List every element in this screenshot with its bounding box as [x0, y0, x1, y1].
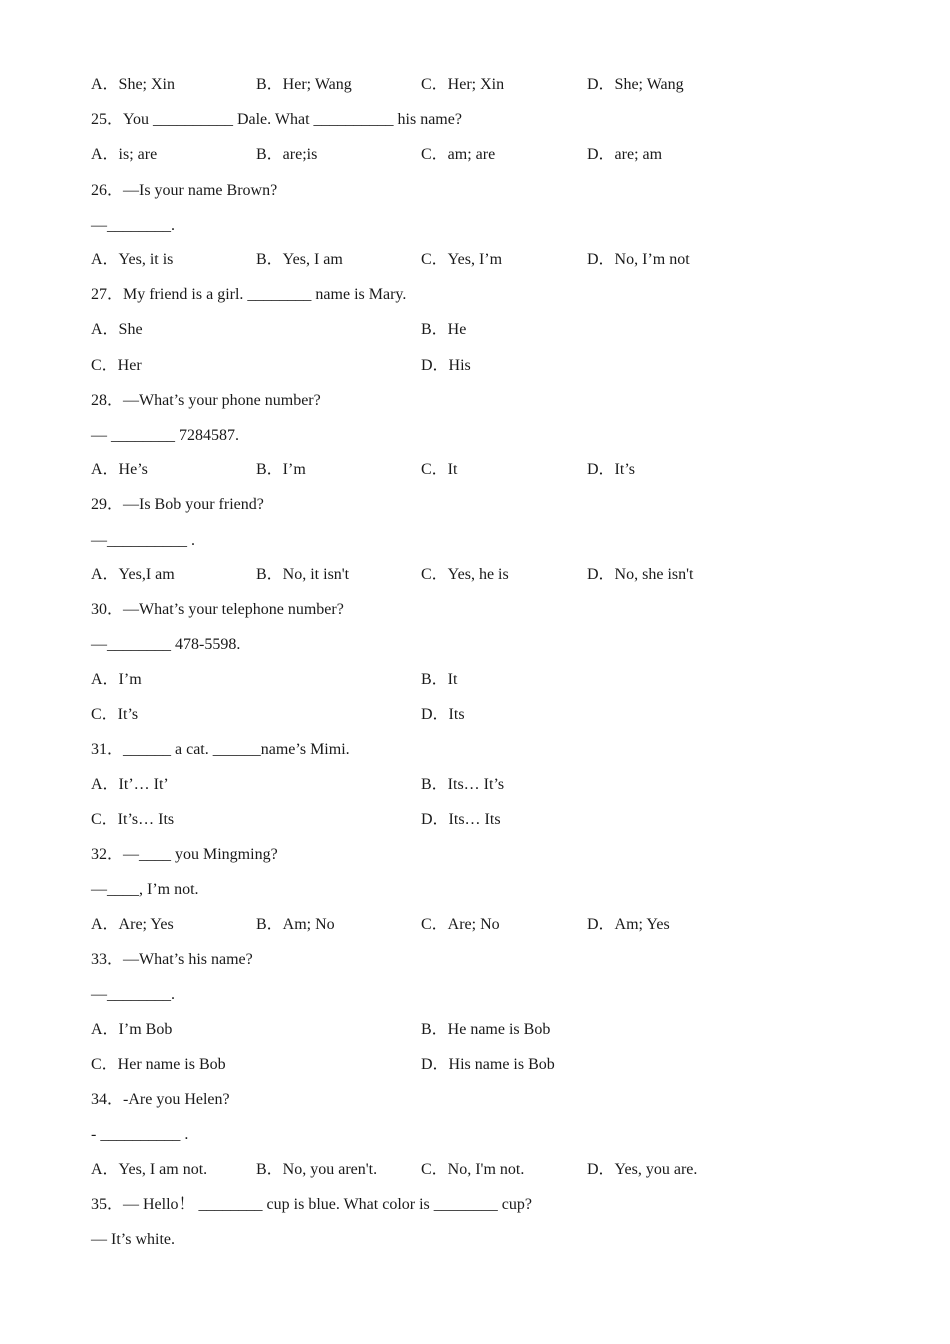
- answer-line: — ________ 7284587.: [91, 427, 239, 444]
- answer-line: - __________ .: [91, 1126, 189, 1143]
- option-b: B．It: [421, 671, 458, 688]
- question-stem: 33．—What’s his name?: [91, 951, 253, 968]
- question-stem: 27．My friend is a girl. ________ name is Mary.: [91, 286, 407, 303]
- answer-line: —________ 478-5598.: [91, 636, 241, 653]
- option-d: D．It’s: [587, 461, 636, 478]
- question-stem: 26．—Is your name Brown?: [91, 182, 278, 199]
- option-a: A．She; Xin: [91, 76, 176, 93]
- option-b: B．Her; Wang: [256, 76, 352, 93]
- option-c: C．Yes, I’m: [421, 251, 503, 268]
- answer-line: —________.: [91, 217, 175, 234]
- option-c: C．It: [421, 461, 458, 478]
- option-a: A．I’m: [91, 671, 142, 688]
- option-c: C．am; are: [421, 146, 496, 163]
- option-d: D．Yes, you are.: [587, 1161, 698, 1178]
- question-stem: 34．-Are you Helen?: [91, 1091, 230, 1108]
- option-d: D．No, she isn't: [587, 566, 694, 583]
- question-stem: 25．You __________ Dale. What __________ his name?: [91, 111, 462, 128]
- option-d: D．His: [421, 357, 471, 374]
- option-c: C．It’s: [91, 706, 139, 723]
- option-d: D．Its… Its: [421, 811, 501, 828]
- question-stem: 28．—What’s your phone number?: [91, 392, 321, 409]
- question-stem: 32．—____ you Mingming?: [91, 846, 278, 863]
- question-stem: 30．—What’s your telephone number?: [91, 601, 344, 618]
- option-d: D．Its: [421, 706, 465, 723]
- option-b: B．He: [421, 321, 467, 338]
- option-a: A．He’s: [91, 461, 148, 478]
- question-stem: 35．— Hello！ ________ cup is blue. What color is ________ cup?: [91, 1196, 532, 1213]
- option-a: A．Are; Yes: [91, 916, 174, 933]
- option-c: C．It’s… Its: [91, 811, 175, 828]
- option-c: C．Are; No: [421, 916, 500, 933]
- option-d: D．No, I’m not: [587, 251, 690, 268]
- option-b: B．Am; No: [256, 916, 335, 933]
- option-b: B．He name is Bob: [421, 1021, 551, 1038]
- option-d: D．She; Wang: [587, 76, 684, 93]
- option-b: B．are;is: [256, 146, 318, 163]
- question-stem: 31．______ a cat. ______name’s Mimi.: [91, 741, 350, 758]
- option-a: A．Yes,I am: [91, 566, 175, 583]
- option-c: C．Her name is Bob: [91, 1056, 226, 1073]
- option-a: A．Yes, it is: [91, 251, 174, 268]
- option-b: B．I’m: [256, 461, 306, 478]
- option-c: C．Yes, he is: [421, 566, 509, 583]
- option-b: B．No, you aren't.: [256, 1161, 378, 1178]
- option-c: C．Her: [91, 357, 142, 374]
- option-d: D．Am; Yes: [587, 916, 670, 933]
- option-c: C．No, I'm not.: [421, 1161, 525, 1178]
- option-a: A．is; are: [91, 146, 158, 163]
- option-a: A．Yes, I am not.: [91, 1161, 208, 1178]
- option-a: A．She: [91, 321, 143, 338]
- option-d: D．are; am: [587, 146, 663, 163]
- option-a: A．It’… It’: [91, 776, 169, 793]
- option-b: B．No, it isn't: [256, 566, 350, 583]
- answer-line: —________.: [91, 986, 175, 1003]
- option-b: B．Yes, I am: [256, 251, 343, 268]
- answer-line: —__________ .: [91, 532, 195, 549]
- option-c: C．Her; Xin: [421, 76, 505, 93]
- answer-line: — It’s white.: [91, 1231, 175, 1248]
- question-stem: 29．—Is Bob your friend?: [91, 496, 264, 513]
- option-d: D．His name is Bob: [421, 1056, 555, 1073]
- option-b: B．Its… It’s: [421, 776, 505, 793]
- option-a: A．I’m Bob: [91, 1021, 173, 1038]
- answer-line: —____, I’m not.: [91, 881, 199, 898]
